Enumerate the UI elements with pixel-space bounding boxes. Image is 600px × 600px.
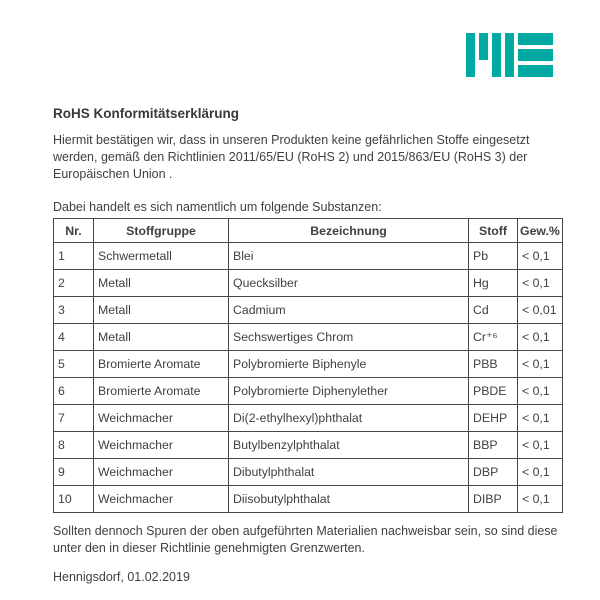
cell-gew: < 0,1 — [518, 459, 563, 486]
cell-bezeichnung: Butylbenzylphthalat — [229, 432, 469, 459]
cell-stoff: Pb — [469, 243, 518, 270]
closing-paragraph: Sollten dennoch Spuren der oben aufgeführten Materialien nachweisbar sein, so sind diese unter den in dieser Richtlinie genehmigten Grenzwerten. — [53, 524, 558, 555]
cell-stoff: PBB — [469, 351, 518, 378]
me-logo-e-arm-top — [518, 33, 553, 45]
intro-paragraph: Hiermit bestätigen wir, dass in unseren Produkten keine gefährlichen Stoffe eingesetzt werden, gemäß den Richtlinien 2011/65/EU (RoHS 2) und 2015/863/EU (RoHS 3) der Europäischen Union . — [53, 133, 530, 181]
cell-stoffgruppe: Weichmacher — [94, 405, 229, 432]
table-row — [54, 297, 563, 324]
cell-nr: 10 — [54, 486, 94, 513]
table-header-row — [54, 219, 563, 243]
me-logo — [466, 33, 553, 77]
cell-stoffgruppe: Bromierte Aromate — [94, 378, 229, 405]
me-logo-e-arm-middle — [518, 49, 553, 61]
cell-stoffgruppe: Weichmacher — [94, 432, 229, 459]
cell-nr: 4 — [54, 324, 94, 351]
cell-stoffgruppe: Weichmacher — [94, 459, 229, 486]
cell-bezeichnung: Polybromierte Diphenylether — [229, 378, 469, 405]
cell-stoff: Hg — [469, 270, 518, 297]
cell-nr: 8 — [54, 432, 94, 459]
cell-stoff: PBDE — [469, 378, 518, 405]
me-logo-m-bar-middle — [479, 33, 488, 60]
header-cell-gew: Gew.% — [518, 219, 563, 243]
cell-gew: < 0,1 — [518, 432, 563, 459]
table-row — [54, 459, 563, 486]
cell-stoffgruppe: Metall — [94, 297, 229, 324]
cell-nr: 1 — [54, 243, 94, 270]
cell-gew: < 0,1 — [518, 270, 563, 297]
cell-nr: 2 — [54, 270, 94, 297]
me-logo-m-bar-left — [466, 33, 475, 77]
cell-stoff: Cd — [469, 297, 518, 324]
table-caption: Dabei handelt es sich namentlich um folgende Substanzen: — [53, 200, 382, 214]
cell-gew: < 0,1 — [518, 324, 563, 351]
cell-stoff: Cr⁺⁶ — [469, 324, 518, 351]
cell-nr: 3 — [54, 297, 94, 324]
table-row — [54, 270, 563, 297]
cell-stoff: DEHP — [469, 405, 518, 432]
cell-bezeichnung: Cadmium — [229, 297, 469, 324]
cell-gew: < 0,1 — [518, 351, 563, 378]
cell-stoffgruppe: Schwermetall — [94, 243, 229, 270]
table-row — [54, 405, 563, 432]
cell-gew: < 0,01 — [518, 297, 563, 324]
header-cell-stoffgruppe: Stoffgruppe — [94, 219, 229, 243]
cell-stoffgruppe: Metall — [94, 270, 229, 297]
me-logo-e-arm-bottom — [518, 65, 553, 77]
me-logo-e-arms — [518, 33, 553, 77]
table-row — [54, 378, 563, 405]
header-cell-bezeichnung: Bezeichnung — [229, 219, 469, 243]
table-row — [54, 243, 563, 270]
cell-bezeichnung: Dibutylphthalat — [229, 459, 469, 486]
cell-bezeichnung: Blei — [229, 243, 469, 270]
table-row — [54, 351, 563, 378]
table-row — [54, 324, 563, 351]
cell-bezeichnung: Quecksilber — [229, 270, 469, 297]
cell-gew: < 0,1 — [518, 378, 563, 405]
cell-bezeichnung: Diisobutylphthalat — [229, 486, 469, 513]
substances-table — [53, 218, 563, 513]
substances-table-body — [54, 243, 563, 513]
table-row — [54, 432, 563, 459]
cell-stoffgruppe: Metall — [94, 324, 229, 351]
cell-nr: 7 — [54, 405, 94, 432]
cell-gew: < 0,1 — [518, 486, 563, 513]
me-logo-m-bar-right — [492, 33, 501, 77]
cell-bezeichnung: Sechswertiges Chrom — [229, 324, 469, 351]
page-title: RoHS Konformitätserklärung — [53, 106, 240, 121]
cell-stoffgruppe: Bromierte Aromate — [94, 351, 229, 378]
cell-nr: 9 — [54, 459, 94, 486]
cell-nr: 5 — [54, 351, 94, 378]
cell-bezeichnung: Polybromierte Biphenyle — [229, 351, 469, 378]
cell-nr: 6 — [54, 378, 94, 405]
cell-gew: < 0,1 — [518, 405, 563, 432]
cell-stoff: DBP — [469, 459, 518, 486]
cell-gew: < 0,1 — [518, 243, 563, 270]
table-row — [54, 486, 563, 513]
cell-stoff: BBP — [469, 432, 518, 459]
cell-bezeichnung: Di(2-ethylhexyl)phthalat — [229, 405, 469, 432]
header-cell-nr: Nr. — [54, 219, 94, 243]
place-date: Hennigsdorf, 01.02.2019 — [53, 570, 190, 584]
cell-stoffgruppe: Weichmacher — [94, 486, 229, 513]
cell-stoff: DIBP — [469, 486, 518, 513]
header-cell-stoff: Stoff — [469, 219, 518, 243]
me-logo-e-stem — [505, 33, 514, 77]
